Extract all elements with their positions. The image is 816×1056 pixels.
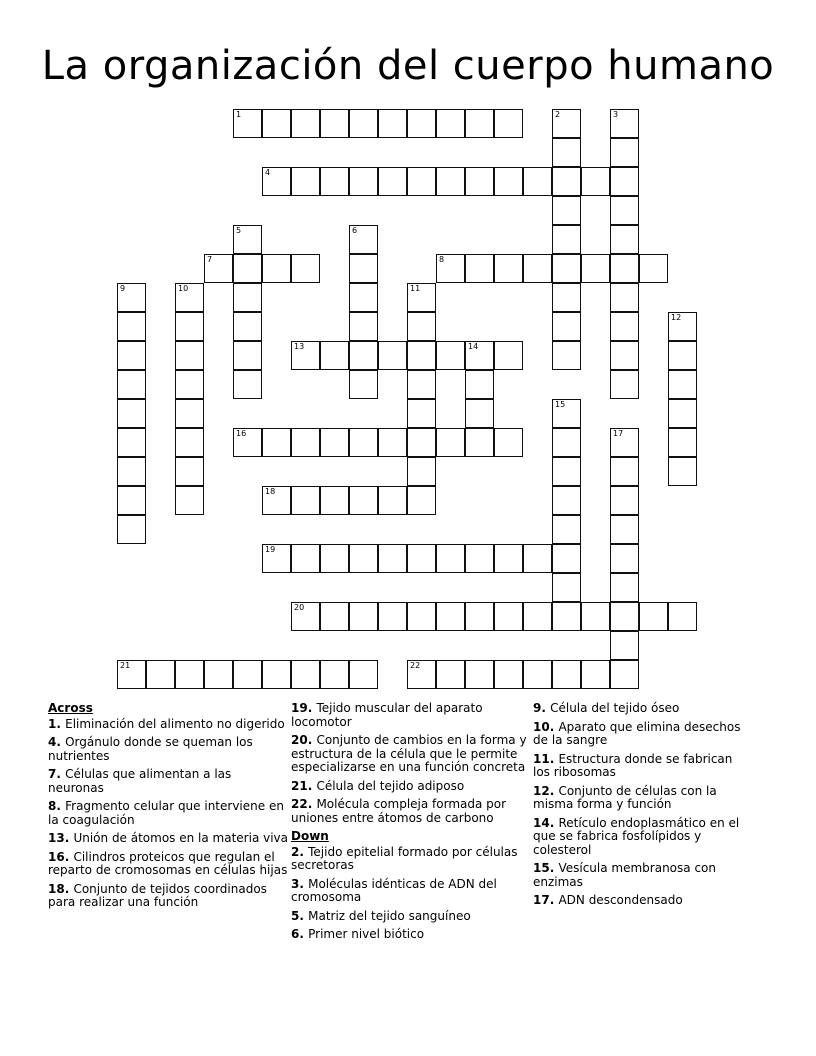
- clue-separator: .: [549, 861, 559, 875]
- grid-cell[interactable]: [407, 341, 436, 370]
- grid-cell[interactable]: [552, 660, 581, 689]
- grid-cell[interactable]: [291, 341, 320, 370]
- grid-cell[interactable]: [668, 341, 697, 370]
- grid-cell[interactable]: [552, 283, 581, 312]
- grid-cell[interactable]: [204, 254, 233, 283]
- grid-cell[interactable]: [494, 602, 523, 631]
- clue-number: 16: [48, 849, 65, 864]
- clue-item: [48, 800, 288, 827]
- grid-cell[interactable]: [233, 370, 262, 399]
- clue-number: 14: [533, 815, 550, 830]
- clue-separator: .: [307, 778, 317, 793]
- grid-cell[interactable]: [581, 660, 610, 689]
- clue-separator: .: [56, 767, 66, 781]
- grid-cell[interactable]: [233, 312, 262, 341]
- grid-cell[interactable]: [465, 254, 494, 283]
- grid-cell[interactable]: [204, 660, 233, 689]
- clue-number: 13: [294, 342, 305, 351]
- grid-cell[interactable]: [610, 486, 639, 515]
- grid-cell[interactable]: [639, 602, 668, 631]
- grid-cell[interactable]: [407, 399, 436, 428]
- clue-number: 7: [207, 255, 213, 264]
- clue-item: [533, 817, 748, 858]
- grid-cell[interactable]: [610, 544, 639, 573]
- clue-separator: .: [299, 927, 309, 941]
- grid-cell[interactable]: [407, 283, 436, 312]
- grid-cell[interactable]: [233, 109, 262, 138]
- clue-text: Fragmento celular que interviene en la coagulación: [48, 799, 284, 827]
- clue-separator: .: [307, 733, 317, 747]
- grid-cell[interactable]: [378, 341, 407, 370]
- grid-cell[interactable]: [610, 602, 639, 631]
- grid-cell[interactable]: [349, 167, 378, 196]
- grid-cell[interactable]: [378, 109, 407, 138]
- clue-separator: .: [64, 849, 74, 864]
- clue-separator: .: [56, 716, 66, 731]
- grid-cell[interactable]: [523, 167, 552, 196]
- grid-cell[interactable]: [117, 370, 146, 399]
- clue-text: Vesícula membranosa con enzimas: [533, 861, 716, 889]
- grid-cell[interactable]: [262, 544, 291, 573]
- grid-cell[interactable]: [610, 457, 639, 486]
- clue-item: [291, 878, 529, 905]
- grid-cell[interactable]: [117, 312, 146, 341]
- grid-cell[interactable]: [552, 109, 581, 138]
- clue-separator: .: [549, 893, 559, 907]
- grid-cell[interactable]: [668, 457, 697, 486]
- grid-cell[interactable]: [552, 399, 581, 428]
- grid-cell[interactable]: [494, 660, 523, 689]
- grid-cell[interactable]: [175, 312, 204, 341]
- clue-text: Matriz del tejido sanguíneo: [308, 908, 471, 923]
- clue-item: [533, 753, 748, 780]
- clue-number: 19: [291, 701, 308, 715]
- grid-cell[interactable]: [291, 544, 320, 573]
- clue-text: Molécula compleja formada por uniones entre átomos de carbono: [291, 797, 507, 825]
- grid-cell[interactable]: [378, 167, 407, 196]
- grid-cell[interactable]: [552, 341, 581, 370]
- clue-number: 21: [120, 661, 131, 670]
- clue-text: Célula del tejido óseo: [550, 701, 680, 715]
- grid-cell[interactable]: [349, 370, 378, 399]
- grid-cell[interactable]: [320, 544, 349, 573]
- grid-cell[interactable]: [233, 428, 262, 457]
- clue-item: [48, 736, 288, 763]
- clue-item: [291, 910, 529, 924]
- grid-cell[interactable]: [552, 515, 581, 544]
- grid-cell[interactable]: [552, 138, 581, 167]
- clue-item: [48, 883, 288, 910]
- grid-cell[interactable]: [262, 109, 291, 138]
- clue-number: 3: [291, 876, 300, 891]
- grid-cell[interactable]: [349, 225, 378, 254]
- grid-cell[interactable]: [494, 341, 523, 370]
- grid-cell[interactable]: [146, 660, 175, 689]
- clue-separator: .: [307, 797, 317, 811]
- grid-cell[interactable]: [668, 312, 697, 341]
- clue-text: Primer nivel biótico: [308, 927, 425, 941]
- clue-number: 9: [533, 701, 542, 715]
- grid-cell[interactable]: [465, 167, 494, 196]
- grid-cell[interactable]: [175, 486, 204, 515]
- grid-cell[interactable]: [175, 428, 204, 457]
- clue-item: [48, 832, 288, 846]
- grid-cell[interactable]: [639, 254, 668, 283]
- grid-cell[interactable]: [610, 283, 639, 312]
- grid-cell[interactable]: [233, 660, 262, 689]
- grid-cell[interactable]: [494, 428, 523, 457]
- clue-number: 4: [48, 735, 57, 749]
- grid-cell[interactable]: [291, 428, 320, 457]
- grid-cell[interactable]: [320, 602, 349, 631]
- clue-number: 2: [291, 844, 300, 859]
- grid-cell[interactable]: [262, 486, 291, 515]
- clue-number: 17: [533, 893, 550, 907]
- grid-cell[interactable]: [436, 254, 465, 283]
- across-header: Across: [48, 701, 93, 715]
- clue-number: 6: [291, 927, 300, 941]
- grid-cell[interactable]: [262, 660, 291, 689]
- clue-number: 3: [613, 110, 619, 119]
- grid-cell[interactable]: [175, 283, 204, 312]
- grid-cell[interactable]: [117, 341, 146, 370]
- grid-cell[interactable]: [407, 167, 436, 196]
- clue-number: 18: [265, 487, 276, 496]
- clue-text: Conjunto de cambios en la forma y estructura de la célula que le permite especializarse en una función concreta: [291, 733, 527, 774]
- grid-cell[interactable]: [552, 254, 581, 283]
- clue-number: 12: [671, 313, 682, 322]
- clue-item: [291, 734, 529, 775]
- clue-number: 17: [613, 429, 624, 438]
- clue-separator: .: [549, 783, 559, 798]
- grid-cell[interactable]: [320, 167, 349, 196]
- grid-cell[interactable]: [117, 399, 146, 428]
- grid-cell[interactable]: [552, 167, 581, 196]
- clue-number: 22: [291, 797, 308, 811]
- grid-cell[interactable]: [378, 428, 407, 457]
- grid-cell[interactable]: [581, 602, 610, 631]
- grid-cell[interactable]: [407, 486, 436, 515]
- clue-separator: .: [549, 719, 559, 734]
- grid-cell[interactable]: [610, 254, 639, 283]
- clue-text: Aparato que elimina desechos de la sangre: [533, 719, 741, 747]
- grid-cell[interactable]: [465, 109, 494, 138]
- clue-separator: .: [64, 881, 74, 896]
- grid-cell[interactable]: [552, 602, 581, 631]
- clue-column-1: [48, 702, 288, 915]
- grid-cell[interactable]: [552, 428, 581, 457]
- clue-column-3: [533, 702, 748, 913]
- clue-number: 6: [352, 226, 358, 235]
- clue-number: 12: [533, 783, 550, 798]
- grid-cell[interactable]: [117, 660, 146, 689]
- grid-cell[interactable]: [610, 196, 639, 225]
- grid-cell[interactable]: [291, 660, 320, 689]
- clue-number: 20: [294, 603, 305, 612]
- grid-cell[interactable]: [465, 341, 494, 370]
- puzzle-title: La organización del cuerpo humano: [41, 43, 775, 89]
- grid-cell[interactable]: [349, 428, 378, 457]
- clue-number: 19: [265, 545, 276, 554]
- grid-cell[interactable]: [320, 428, 349, 457]
- grid-cell[interactable]: [291, 109, 320, 138]
- grid-cell[interactable]: [349, 602, 378, 631]
- clue-item: [291, 846, 529, 873]
- grid-cell[interactable]: [291, 486, 320, 515]
- clue-item: [533, 721, 748, 748]
- clue-item: [291, 702, 529, 729]
- grid-cell[interactable]: [610, 660, 639, 689]
- grid-cell[interactable]: [378, 486, 407, 515]
- clue-number: 14: [468, 342, 479, 351]
- grid-cell[interactable]: [552, 225, 581, 254]
- grid-cell[interactable]: [668, 399, 697, 428]
- clue-text: Conjunto de células con la misma forma y función: [533, 783, 717, 811]
- grid-cell[interactable]: [494, 109, 523, 138]
- clue-number: 7: [48, 767, 57, 781]
- grid-cell[interactable]: [175, 660, 204, 689]
- clue-number: 10: [178, 284, 189, 293]
- clue-text: Conjunto de tejidos coordinados para realizar una función: [48, 881, 267, 909]
- grid-cell[interactable]: [407, 312, 436, 341]
- clue-separator: .: [56, 735, 66, 749]
- grid-cell[interactable]: [117, 283, 146, 312]
- clue-number: 16: [236, 429, 247, 438]
- grid-cell[interactable]: [291, 254, 320, 283]
- clue-text: Células que alimentan a las neuronas: [48, 767, 232, 795]
- grid-cell[interactable]: [552, 544, 581, 573]
- clue-number: 10: [533, 719, 550, 734]
- clue-number: 11: [410, 284, 421, 293]
- down-header: Down: [291, 829, 329, 843]
- grid-cell[interactable]: [233, 341, 262, 370]
- grid-cell[interactable]: [610, 312, 639, 341]
- grid-cell[interactable]: [175, 399, 204, 428]
- clue-number: 5: [236, 226, 242, 235]
- clue-item: [533, 894, 748, 908]
- grid-cell[interactable]: [349, 544, 378, 573]
- grid-cell[interactable]: [523, 254, 552, 283]
- grid-cell[interactable]: [668, 428, 697, 457]
- clue-item: [533, 702, 748, 716]
- clue-separator: .: [549, 815, 559, 830]
- clue-number: 18: [48, 881, 65, 896]
- grid-cell[interactable]: [262, 167, 291, 196]
- clue-number: 1: [48, 716, 57, 731]
- grid-cell[interactable]: [610, 225, 639, 254]
- grid-cell[interactable]: [233, 254, 262, 283]
- clue-text: ADN descondensado: [558, 893, 683, 907]
- grid-cell[interactable]: [610, 341, 639, 370]
- grid-cell[interactable]: [436, 660, 465, 689]
- clue-number: 15: [533, 861, 550, 875]
- grid-cell[interactable]: [436, 602, 465, 631]
- grid-cell[interactable]: [407, 109, 436, 138]
- clue-number: 4: [265, 168, 271, 177]
- grid-cell[interactable]: [233, 225, 262, 254]
- grid-cell[interactable]: [117, 428, 146, 457]
- grid-cell[interactable]: [581, 254, 610, 283]
- grid-cell[interactable]: [175, 341, 204, 370]
- grid-cell[interactable]: [349, 109, 378, 138]
- clue-text: Unión de átomos en la materia viva: [73, 831, 289, 845]
- grid-cell[interactable]: [465, 602, 494, 631]
- clue-number: 15: [555, 400, 566, 409]
- clue-number: 1: [236, 110, 242, 119]
- clue-item: [48, 718, 288, 732]
- grid-cell[interactable]: [610, 138, 639, 167]
- clue-text: Moléculas idénticas de ADN del cromosoma: [291, 876, 497, 904]
- clue-number: 22: [410, 661, 421, 670]
- grid-cell[interactable]: [436, 544, 465, 573]
- clue-separator: .: [307, 701, 317, 715]
- grid-cell[interactable]: [494, 544, 523, 573]
- clue-separator: .: [299, 908, 309, 923]
- clue-text: Tejido muscular del aparato locomotor: [291, 701, 483, 729]
- clue-separator: .: [541, 701, 551, 715]
- grid-cell[interactable]: [610, 370, 639, 399]
- clue-item: [48, 851, 288, 878]
- clue-text: Tejido epitelial formado por células secretoras: [291, 844, 518, 872]
- clue-separator: .: [299, 876, 309, 891]
- grid-cell[interactable]: [552, 457, 581, 486]
- grid-cell[interactable]: [523, 602, 552, 631]
- grid-cell[interactable]: [552, 312, 581, 341]
- clue-text: Estructura donde se fabrican los ribosomas: [533, 751, 733, 779]
- clue-item: [48, 768, 288, 795]
- grid-cell[interactable]: [349, 312, 378, 341]
- grid-cell[interactable]: [117, 486, 146, 515]
- clue-separator: .: [56, 799, 66, 813]
- grid-cell[interactable]: [175, 370, 204, 399]
- clue-item: [291, 928, 529, 942]
- grid-cell[interactable]: [291, 167, 320, 196]
- grid-cell[interactable]: [378, 602, 407, 631]
- grid-cell[interactable]: [175, 457, 204, 486]
- grid-cell[interactable]: [262, 254, 291, 283]
- grid-cell[interactable]: [494, 254, 523, 283]
- grid-cell[interactable]: [436, 341, 465, 370]
- grid-cell[interactable]: [407, 428, 436, 457]
- grid-cell[interactable]: [610, 573, 639, 602]
- grid-cell[interactable]: [610, 428, 639, 457]
- clue-column-2: [291, 702, 529, 947]
- grid-cell[interactable]: [523, 544, 552, 573]
- clue-number: 5: [291, 908, 300, 923]
- grid-cell[interactable]: [407, 602, 436, 631]
- grid-cell[interactable]: [233, 283, 262, 312]
- grid-cell[interactable]: [465, 428, 494, 457]
- grid-cell[interactable]: [552, 573, 581, 602]
- grid-cell[interactable]: [349, 254, 378, 283]
- grid-cell[interactable]: [378, 544, 407, 573]
- grid-cell[interactable]: [581, 167, 610, 196]
- grid-cell[interactable]: [668, 370, 697, 399]
- grid-cell[interactable]: [407, 544, 436, 573]
- clue-number: 20: [291, 733, 308, 747]
- clue-text: Eliminación del alimento no digerido: [65, 716, 285, 731]
- clue-number: 11: [533, 751, 550, 766]
- grid-cell[interactable]: [465, 399, 494, 428]
- clue-item: [533, 785, 748, 812]
- clue-text: Retículo endoplasmático en el que se fabrica fosfolípidos y colesterol: [533, 815, 740, 857]
- grid-cell[interactable]: [262, 428, 291, 457]
- clue-number: 9: [120, 284, 126, 293]
- clue-item: [533, 862, 748, 889]
- grid-cell[interactable]: [610, 167, 639, 196]
- clue-separator: .: [549, 751, 559, 766]
- grid-cell[interactable]: [465, 660, 494, 689]
- clue-separator: .: [299, 844, 309, 859]
- grid-cell[interactable]: [407, 370, 436, 399]
- grid-cell[interactable]: [465, 544, 494, 573]
- grid-cell[interactable]: [523, 660, 552, 689]
- grid-cell[interactable]: [407, 660, 436, 689]
- clue-number: 13: [48, 831, 65, 845]
- grid-cell[interactable]: [436, 167, 465, 196]
- grid-cell[interactable]: [291, 602, 320, 631]
- clue-number: 21: [291, 778, 308, 793]
- grid-cell[interactable]: [610, 515, 639, 544]
- grid-cell[interactable]: [436, 109, 465, 138]
- grid-cell[interactable]: [610, 631, 639, 660]
- grid-cell[interactable]: [117, 457, 146, 486]
- clue-text: Cilindros proteicos que regulan el reparto de cromosomas en células hijas: [48, 849, 288, 877]
- grid-cell[interactable]: [320, 109, 349, 138]
- clue-text: Orgánulo donde se queman los nutrientes: [48, 735, 253, 763]
- grid-cell[interactable]: [349, 486, 378, 515]
- clue-number: 8: [48, 799, 57, 813]
- grid-cell[interactable]: [407, 457, 436, 486]
- grid-cell[interactable]: [320, 486, 349, 515]
- grid-cell[interactable]: [349, 283, 378, 312]
- grid-cell[interactable]: [436, 428, 465, 457]
- grid-cell[interactable]: [320, 341, 349, 370]
- grid-cell[interactable]: [465, 370, 494, 399]
- clue-text: Célula del tejido adiposo: [316, 778, 465, 793]
- grid-cell[interactable]: [349, 341, 378, 370]
- grid-cell[interactable]: [668, 602, 697, 631]
- grid-cell[interactable]: [610, 109, 639, 138]
- clue-number: 8: [439, 255, 445, 264]
- clue-number: 2: [555, 110, 561, 119]
- clue-item: [291, 780, 529, 794]
- grid-cell[interactable]: [552, 486, 581, 515]
- grid-cell[interactable]: [320, 660, 349, 689]
- grid-cell[interactable]: [494, 167, 523, 196]
- grid-cell[interactable]: [349, 660, 378, 689]
- clue-item: [291, 798, 529, 825]
- grid-cell[interactable]: [117, 515, 146, 544]
- grid-cell[interactable]: [552, 196, 581, 225]
- clue-separator: .: [64, 831, 74, 845]
